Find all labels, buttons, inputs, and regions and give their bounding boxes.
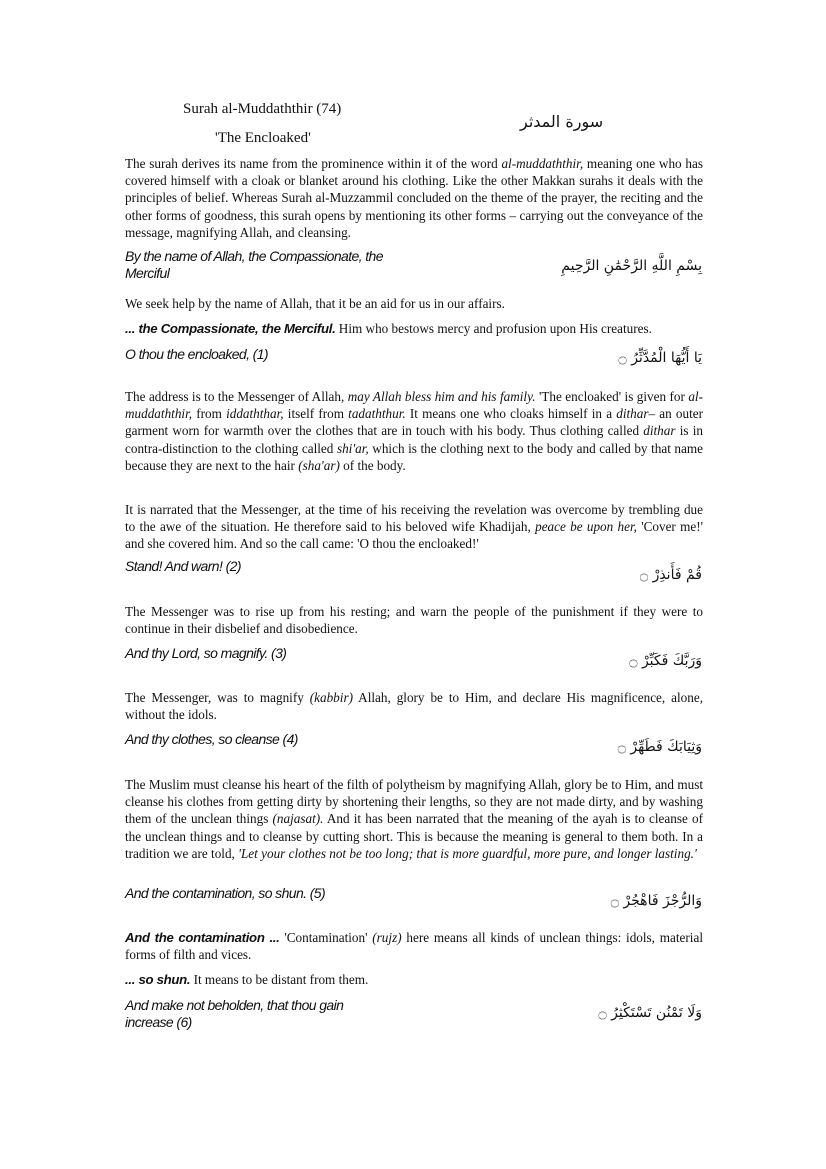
verse-2: Stand! And warn! (2) — [125, 558, 241, 574]
commentary-verse-5: And the contamination ... 'Contamination' (rujz) here means all kinds of unclean things: idols, material forms of filth and vices. — [125, 930, 703, 963]
commentary-verse-1: The address is to the Messenger of Allah, may Allah bless him and his family. 'The encloaked' is given for al-muddaththir, from iddaththar, itself from tadaththur. It means one who cloaks himself in a dithar– an outer garment worn for warmth over the clothes that are in touch with his body. Thus clothing called dithar is in contra-distinction to the clothing called shi'ar, which is the clothing next to the body and called by that name because they are next to the hair (sha'ar) of the body. — [125, 389, 704, 473]
verse-3-arabic: وَرَبَّكَ فَكَبِّرْ ۝ — [629, 653, 702, 669]
shun-paragraph: ... so shun. It means to be distant from them. — [125, 972, 369, 987]
verse-2-arabic: قُمْ فَأَنذِرْ ۝ — [639, 567, 702, 583]
verse-5: And the contamination, so shun. (5) — [125, 885, 326, 901]
verse-4-arabic: وَثِيَابَكَ فَطَهِّرْ ۝ — [617, 739, 702, 755]
basmala-verse: By the name of Allah, the Compassionate, the Merciful — [125, 248, 383, 281]
arabic-surah-title: سورة المدثر — [520, 112, 604, 131]
verse-1-arabic: يَا أَيُّهَا الْمُدَّثِّرُ ۝ — [618, 350, 702, 366]
commentary-verse-4: The Muslim must cleanse his heart of the filth of polytheism by magnifying Allah, glory be to Him, and must cleanse his clothes from getting dirty by shortening their lengths, so they are not made dirty, and by washing them of the unclean things (najasat). And it has been narrated that the meaning of the ayah is to cleanse of the unclean things and to cleanse by cutting short. This is because the meaning is general to them both. In a tradition we are told, 'Let your clothes not be too long; that is more guardful, more pure, and longer lasting.' — [125, 777, 703, 861]
compassionate-paragraph: ... the Compassionate, the Merciful. Him who bestows mercy and profusion upon His creatures. — [125, 321, 652, 336]
help-paragraph: We seek help by the name of Allah, that it be an aid for us in our affairs. — [125, 296, 505, 311]
intro-paragraph: The surah derives its name from the prominence within it of the word al-muddaththir, meaning one who has covered himself with a cloak or blanket around his clothing. Like the other Makkan surahs it deals with the principles of belief. Whereas Surah al-Muzzammil concluded on the theme of the prayer, the reciting and the other forms of goodness, this surah opens by mentioning its other forms – carrying out the conveyance of the message, magnifying Allah, and cleansing. — [125, 156, 703, 240]
commentary-verse-2: The Messenger was to rise up from his resting; and warn the people of the punishment if they were to continue in their disbelief and disobedience. — [125, 604, 703, 637]
basmala-arabic: بِسْمِ اللَّهِ الرَّحْمَٰنِ الرَّحِيمِ — [561, 258, 702, 274]
surah-subtitle: 'The Encloaked' — [215, 130, 311, 146]
verse-5-arabic: وَالرُّجْزَ فَاهْجُرْ ۝ — [610, 893, 702, 909]
surah-title: Surah al-Muddaththir (74) — [183, 101, 342, 117]
commentary-verse-3: The Messenger, was to magnify (kabbir) Allah, glory be to Him, and declare His magnificence, alone, without the idols. — [125, 690, 703, 723]
verse-6-arabic: وَلَا تَمْنُن تَسْتَكْثِرُ ۝ — [598, 1005, 702, 1021]
verse-1: O thou the encloaked, (1) — [125, 346, 268, 362]
verse-6: And make not beholden, that thou gain increase (6) — [125, 997, 344, 1030]
narration-paragraph: It is narrated that the Messenger, at the time of his receiving the revelation was overcome by trembling due to the awe of the situation. He therefore said to his beloved wife Khadijah, peace be upon her, 'Cover me!' and she covered him. And so the call came: 'O thou the encloaked!' — [125, 502, 703, 552]
verse-3: And thy Lord, so magnify. (3) — [125, 645, 287, 661]
verse-4: And thy clothes, so cleanse (4) — [125, 731, 298, 747]
